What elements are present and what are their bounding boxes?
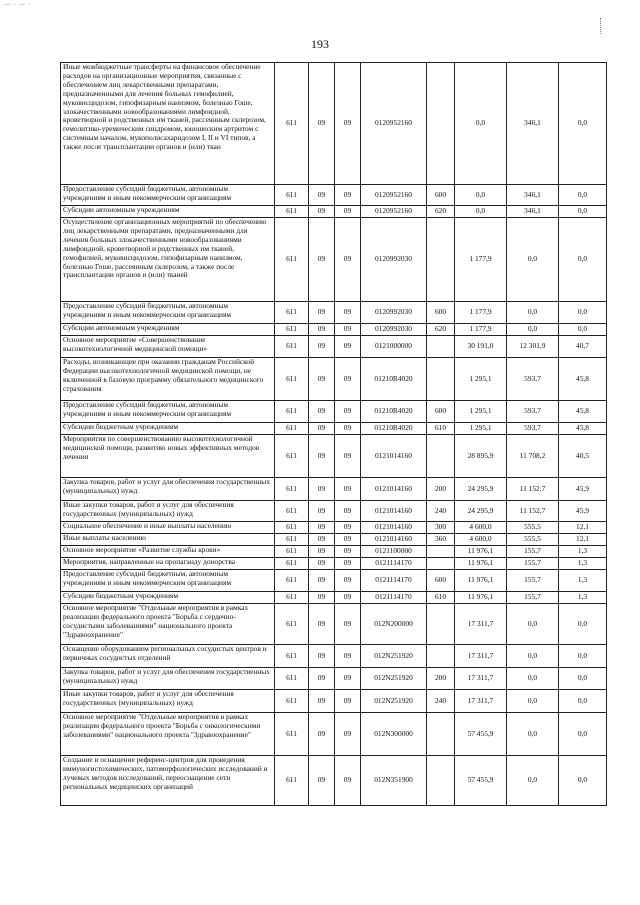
table-row: [61, 218, 607, 302]
cell-department-code: 611: [275, 358, 309, 401]
cell-subsection-code: 09: [335, 522, 361, 534]
cell-section-code: 09: [309, 302, 335, 324]
cell-department-code: 611: [275, 690, 309, 713]
cell-description: Закупка товаров, работ и услуг для обеспечения государственных (муниципальных) нужд: [61, 668, 275, 690]
cell-target-article: 0121114170: [361, 558, 427, 570]
cell-expense-type: 620: [427, 206, 455, 218]
cell-executed-amount: 0,0: [507, 218, 559, 302]
cell-planned-amount: 4 600,0: [455, 522, 507, 534]
cell-executed-amount: 346,1: [507, 63, 559, 185]
cell-expense-type: 200: [427, 668, 455, 690]
cell-execution-percent: 0,0: [559, 302, 607, 324]
cell-target-article: 012N251920: [361, 645, 427, 668]
cell-description: Субсидии бюджетным учреждениям: [61, 592, 275, 604]
cell-description: Основное мероприятие «Развитие службы крови»: [61, 546, 275, 558]
cell-target-article: 01210R4020: [361, 401, 427, 423]
cell-description: Социальное обеспечение и иные выплаты населению: [61, 522, 275, 534]
cell-section-code: 09: [309, 570, 335, 592]
cell-subsection-code: 09: [335, 604, 361, 645]
cell-executed-amount: 155,7: [507, 592, 559, 604]
cell-target-article: 012N251920: [361, 690, 427, 713]
cell-department-code: 611: [275, 534, 309, 546]
budget-table: [60, 62, 607, 806]
cell-planned-amount: 17 311,7: [455, 645, 507, 668]
cell-executed-amount: 555,5: [507, 534, 559, 546]
cell-executed-amount: 12 301,9: [507, 336, 559, 358]
cell-department-code: 611: [275, 206, 309, 218]
cell-target-article: 012N200000: [361, 604, 427, 645]
cell-description: Закупка товаров, работ и услуг для обеспечения государственных (муниципальных) нужд: [61, 478, 275, 501]
cell-section-code: 09: [309, 218, 335, 302]
cell-department-code: 611: [275, 558, 309, 570]
cell-target-article: 0120992030: [361, 302, 427, 324]
cell-execution-percent: 0,0: [559, 645, 607, 668]
cell-execution-percent: 0,0: [559, 185, 607, 206]
table-row: [61, 570, 607, 592]
table-row: [61, 324, 607, 336]
cell-execution-percent: 0,0: [559, 206, 607, 218]
table-row: [61, 501, 607, 522]
cell-section-code: 09: [309, 522, 335, 534]
cell-executed-amount: 11 708,2: [507, 435, 559, 478]
cell-execution-percent: 45,8: [559, 401, 607, 423]
cell-expense-type: 600: [427, 570, 455, 592]
cell-planned-amount: 30 191,0: [455, 336, 507, 358]
cell-expense-type: [427, 546, 455, 558]
cell-planned-amount: 11 976,1: [455, 558, 507, 570]
cell-section-code: 09: [309, 423, 335, 435]
cell-description: Предоставление субсидий бюджетным, автономным учреждениям и иным некоммерческим организациям: [61, 401, 275, 423]
cell-target-article: 0121014160: [361, 478, 427, 501]
cell-section-code: 09: [309, 358, 335, 401]
cell-department-code: 611: [275, 592, 309, 604]
cell-subsection-code: 09: [335, 713, 361, 756]
cell-planned-amount: 57 455,9: [455, 713, 507, 756]
cell-executed-amount: 346,1: [507, 206, 559, 218]
cell-description: Предоставление субсидий бюджетным, автономным учреждениям и иным некоммерческим организациям: [61, 302, 275, 324]
cell-planned-amount: 11 976,1: [455, 570, 507, 592]
cell-execution-percent: 12,1: [559, 522, 607, 534]
cell-description: Иные закупки товаров, работ и услуг для обеспечения государственных (муниципальных) нужд: [61, 501, 275, 522]
cell-execution-percent: 0,0: [559, 756, 607, 806]
table-row: [61, 478, 607, 501]
cell-execution-percent: 1,3: [559, 546, 607, 558]
cell-subsection-code: 09: [335, 336, 361, 358]
cell-section-code: 09: [309, 756, 335, 806]
cell-department-code: 611: [275, 546, 309, 558]
cell-department-code: 611: [275, 185, 309, 206]
cell-expense-type: [427, 63, 455, 185]
cell-subsection-code: 09: [335, 501, 361, 522]
cell-planned-amount: 24 295,9: [455, 501, 507, 522]
cell-planned-amount: 17 311,7: [455, 690, 507, 713]
table-row: [61, 546, 607, 558]
cell-description: Основное мероприятие "Отдельные мероприятия в рамках реализации федерального проекта "Борьба с онкологическими заболеваниями" национального проекта "Здравоохранение": [61, 713, 275, 756]
cell-department-code: 611: [275, 336, 309, 358]
cell-expense-type: [427, 558, 455, 570]
cell-expense-type: 240: [427, 501, 455, 522]
cell-description: Предоставление субсидий бюджетным, автономным учреждениям и иным некоммерческим организациям: [61, 185, 275, 206]
cell-department-code: 611: [275, 302, 309, 324]
cell-target-article: 0120992030: [361, 218, 427, 302]
cell-executed-amount: 0,0: [507, 713, 559, 756]
cell-execution-percent: 0,0: [559, 668, 607, 690]
cell-department-code: 611: [275, 604, 309, 645]
cell-execution-percent: 45,9: [559, 501, 607, 522]
cell-section-code: 09: [309, 546, 335, 558]
cell-execution-percent: 12,1: [559, 534, 607, 546]
table-row: [61, 358, 607, 401]
cell-executed-amount: 0,0: [507, 302, 559, 324]
cell-expense-type: 600: [427, 185, 455, 206]
cell-target-article: 0121100000: [361, 546, 427, 558]
cell-execution-percent: 0,0: [559, 713, 607, 756]
scan-edge-mark: [600, 18, 602, 34]
cell-executed-amount: 593,7: [507, 358, 559, 401]
cell-description: Предоставление субсидий бюджетным, автономным учреждениям и иным некоммерческим организациям: [61, 570, 275, 592]
cell-section-code: 09: [309, 713, 335, 756]
scan-corner-mark: — · — ·: [4, 2, 32, 8]
cell-department-code: 611: [275, 668, 309, 690]
cell-execution-percent: 0,0: [559, 690, 607, 713]
cell-expense-type: 610: [427, 592, 455, 604]
cell-department-code: 611: [275, 501, 309, 522]
cell-description: Субсидии автономным учреждениям: [61, 206, 275, 218]
cell-expense-type: [427, 604, 455, 645]
cell-planned-amount: 0,0: [455, 185, 507, 206]
cell-executed-amount: 155,7: [507, 570, 559, 592]
cell-expense-type: 200: [427, 478, 455, 501]
cell-subsection-code: 09: [335, 206, 361, 218]
cell-executed-amount: 593,7: [507, 423, 559, 435]
cell-executed-amount: 155,7: [507, 546, 559, 558]
cell-section-code: 09: [309, 206, 335, 218]
cell-description: Субсидии автономным учреждениям: [61, 324, 275, 336]
cell-department-code: 611: [275, 63, 309, 185]
cell-expense-type: [427, 358, 455, 401]
cell-description: Создание и оснащение референс-центров для проведения иммуногистохимических, патоморфологических исследований и лучевых методов исследований, переоснащение сети региональных медицинских организаций: [61, 756, 275, 806]
cell-target-article: 0120992030: [361, 324, 427, 336]
cell-expense-type: 600: [427, 302, 455, 324]
cell-section-code: 09: [309, 690, 335, 713]
table-row: [61, 713, 607, 756]
table-row: [61, 592, 607, 604]
cell-target-article: 0121014160: [361, 534, 427, 546]
cell-section-code: 09: [309, 501, 335, 522]
cell-planned-amount: 1 295,1: [455, 401, 507, 423]
cell-section-code: 09: [309, 645, 335, 668]
cell-subsection-code: 09: [335, 668, 361, 690]
cell-description: Оснащение оборудованием региональных сосудистых центров и первичных сосудистых отделений: [61, 645, 275, 668]
cell-description: Иные закупки товаров, работ и услуг для обеспечения государственных (муниципальных) нужд: [61, 690, 275, 713]
cell-execution-percent: 1,3: [559, 592, 607, 604]
cell-planned-amount: 0,0: [455, 206, 507, 218]
cell-subsection-code: 09: [335, 534, 361, 546]
table-row: [61, 534, 607, 546]
cell-planned-amount: 11 976,1: [455, 592, 507, 604]
cell-planned-amount: 1 177,9: [455, 218, 507, 302]
cell-planned-amount: 17 311,7: [455, 604, 507, 645]
cell-description: Основное мероприятие "Отдельные мероприятия в рамках реализации федерального проекта "Борьба с сердечно-сосудистыми заболеваниями" национального проекта "Здравоохранение": [61, 604, 275, 645]
table-row: [61, 206, 607, 218]
cell-section-code: 09: [309, 336, 335, 358]
cell-executed-amount: 11 152,7: [507, 501, 559, 522]
cell-executed-amount: 346,1: [507, 185, 559, 206]
cell-subsection-code: 09: [335, 570, 361, 592]
budget-table-body: [61, 63, 607, 806]
cell-expense-type: [427, 435, 455, 478]
cell-expense-type: 620: [427, 324, 455, 336]
table-row: [61, 522, 607, 534]
table-row: [61, 558, 607, 570]
cell-execution-percent: 0,0: [559, 324, 607, 336]
cell-subsection-code: 09: [335, 645, 361, 668]
table-row: [61, 645, 607, 668]
cell-subsection-code: 09: [335, 324, 361, 336]
cell-target-article: 0121000000: [361, 336, 427, 358]
cell-target-article: 01210R4020: [361, 423, 427, 435]
table-row: [61, 336, 607, 358]
cell-subsection-code: 09: [335, 690, 361, 713]
cell-description: Мероприятия, направленные на пропаганду донорства: [61, 558, 275, 570]
cell-department-code: 611: [275, 324, 309, 336]
cell-subsection-code: 09: [335, 423, 361, 435]
table-row: [61, 690, 607, 713]
cell-planned-amount: 11 976,1: [455, 546, 507, 558]
table-row: [61, 423, 607, 435]
cell-expense-type: [427, 756, 455, 806]
cell-planned-amount: 0,0: [455, 63, 507, 185]
cell-target-article: 01210R4020: [361, 358, 427, 401]
cell-description: Расходы, возникающие при оказании гражданам Российской Федерации высокотехнологичной медицинской помощи, не включенной в базовую программу обязательного медицинского страхования: [61, 358, 275, 401]
cell-subsection-code: 09: [335, 185, 361, 206]
cell-target-article: 0120952160: [361, 206, 427, 218]
cell-section-code: 09: [309, 604, 335, 645]
cell-expense-type: 360: [427, 534, 455, 546]
cell-subsection-code: 09: [335, 302, 361, 324]
cell-execution-percent: 40,7: [559, 336, 607, 358]
cell-executed-amount: 0,0: [507, 690, 559, 713]
cell-planned-amount: 28 895,9: [455, 435, 507, 478]
cell-planned-amount: 17 311,7: [455, 668, 507, 690]
cell-target-article: 0121014160: [361, 501, 427, 522]
cell-execution-percent: 0,0: [559, 63, 607, 185]
cell-executed-amount: 11 152,7: [507, 478, 559, 501]
cell-planned-amount: 57 455,9: [455, 756, 507, 806]
cell-execution-percent: 45,8: [559, 358, 607, 401]
cell-department-code: 611: [275, 478, 309, 501]
cell-description: Осуществление организационных мероприятий по обеспечению лиц лекарственными препаратами, предназначенными для лечения больных злокачественными новообразованиями лимфоидной, кроветворной и родственных им тканей, гемофилией, муковисцидозом, гипофизарным нанизмом, болезнью Гоше, рассеянным склерозом, а также после трансплантации органов и (или) тканей: [61, 218, 275, 302]
cell-target-article: 0121014160: [361, 435, 427, 478]
cell-target-article: 012N251920: [361, 668, 427, 690]
cell-execution-percent: 0,0: [559, 604, 607, 645]
cell-planned-amount: 1 177,9: [455, 324, 507, 336]
table-row: [61, 302, 607, 324]
cell-subsection-code: 09: [335, 435, 361, 478]
cell-description: Иные межбюджетные трансферты на финансовое обеспечение расходов на организационные мероприятия, связанные с обеспечением лиц лекарственными препаратами, предназначенными для лечения больных гемофилией, муковисцидозом, гипофизарным нанизмом, болезнью Гоше, злокачественными новообразованиями лимфоидной, кроветворной и родственных им тканей, рассеянным склерозом, гемолитико-уремическим синдромом, юношеским артритом с системным началом, мукополисахаридозом I, II и VI типов, а также после трансплантации органов и (или) ткан: [61, 63, 275, 185]
cell-section-code: 09: [309, 668, 335, 690]
cell-expense-type: 610: [427, 423, 455, 435]
cell-expense-type: 600: [427, 401, 455, 423]
cell-expense-type: [427, 336, 455, 358]
cell-description: Мероприятия по совершенствованию высокотехнологичной медицинской помощи, развитию новых эффективных методов лечения: [61, 435, 275, 478]
cell-executed-amount: 593,7: [507, 401, 559, 423]
cell-planned-amount: 1 177,9: [455, 302, 507, 324]
cell-department-code: 611: [275, 401, 309, 423]
cell-planned-amount: 1 295,1: [455, 358, 507, 401]
cell-expense-type: 240: [427, 690, 455, 713]
cell-planned-amount: 4 600,0: [455, 534, 507, 546]
cell-subsection-code: 09: [335, 358, 361, 401]
cell-section-code: 09: [309, 401, 335, 423]
cell-section-code: 09: [309, 435, 335, 478]
cell-execution-percent: 1,3: [559, 570, 607, 592]
cell-subsection-code: 09: [335, 558, 361, 570]
cell-target-article: 0121114170: [361, 570, 427, 592]
table-row: [61, 668, 607, 690]
cell-target-article: 0120952160: [361, 63, 427, 185]
cell-department-code: 611: [275, 570, 309, 592]
cell-execution-percent: 45,8: [559, 423, 607, 435]
cell-expense-type: 300: [427, 522, 455, 534]
cell-department-code: 611: [275, 218, 309, 302]
cell-subsection-code: 09: [335, 546, 361, 558]
cell-execution-percent: 0,0: [559, 218, 607, 302]
cell-subsection-code: 09: [335, 63, 361, 185]
cell-section-code: 09: [309, 324, 335, 336]
cell-subsection-code: 09: [335, 756, 361, 806]
cell-section-code: 09: [309, 592, 335, 604]
cell-target-article: 0120952160: [361, 185, 427, 206]
cell-expense-type: [427, 645, 455, 668]
table-row: [61, 435, 607, 478]
cell-execution-percent: 45,9: [559, 478, 607, 501]
cell-department-code: 611: [275, 423, 309, 435]
cell-execution-percent: 40,5: [559, 435, 607, 478]
cell-subsection-code: 09: [335, 218, 361, 302]
table-row: [61, 185, 607, 206]
table-row: [61, 401, 607, 423]
cell-department-code: 611: [275, 645, 309, 668]
cell-description: Основное мероприятие «Совершенствование высокотехнологичной медицинской помощи»: [61, 336, 275, 358]
cell-department-code: 611: [275, 522, 309, 534]
cell-target-article: 0121114170: [361, 592, 427, 604]
table-row: [61, 63, 607, 185]
cell-executed-amount: 155,7: [507, 558, 559, 570]
cell-target-article: 012N300000: [361, 713, 427, 756]
cell-executed-amount: 0,0: [507, 756, 559, 806]
cell-executed-amount: 555,5: [507, 522, 559, 534]
cell-planned-amount: 1 295,1: [455, 423, 507, 435]
cell-expense-type: [427, 218, 455, 302]
cell-subsection-code: 09: [335, 401, 361, 423]
table-row: [61, 756, 607, 806]
cell-department-code: 611: [275, 756, 309, 806]
cell-section-code: 09: [309, 534, 335, 546]
cell-planned-amount: 24 295,9: [455, 478, 507, 501]
cell-execution-percent: 1,3: [559, 558, 607, 570]
cell-department-code: 611: [275, 713, 309, 756]
cell-executed-amount: 0,0: [507, 604, 559, 645]
cell-section-code: 09: [309, 558, 335, 570]
cell-executed-amount: 0,0: [507, 645, 559, 668]
cell-section-code: 09: [309, 478, 335, 501]
cell-executed-amount: 0,0: [507, 324, 559, 336]
cell-subsection-code: 09: [335, 478, 361, 501]
cell-executed-amount: 0,0: [507, 668, 559, 690]
cell-description: Иные выплаты населению: [61, 534, 275, 546]
cell-expense-type: [427, 713, 455, 756]
cell-department-code: 611: [275, 435, 309, 478]
page-number: 193: [311, 37, 329, 51]
cell-subsection-code: 09: [335, 592, 361, 604]
cell-section-code: 09: [309, 185, 335, 206]
cell-target-article: 0121014160: [361, 522, 427, 534]
cell-description: Субсидии бюджетным учреждениям: [61, 423, 275, 435]
cell-section-code: 09: [309, 63, 335, 185]
cell-target-article: 012N351900: [361, 756, 427, 806]
table-row: [61, 604, 607, 645]
